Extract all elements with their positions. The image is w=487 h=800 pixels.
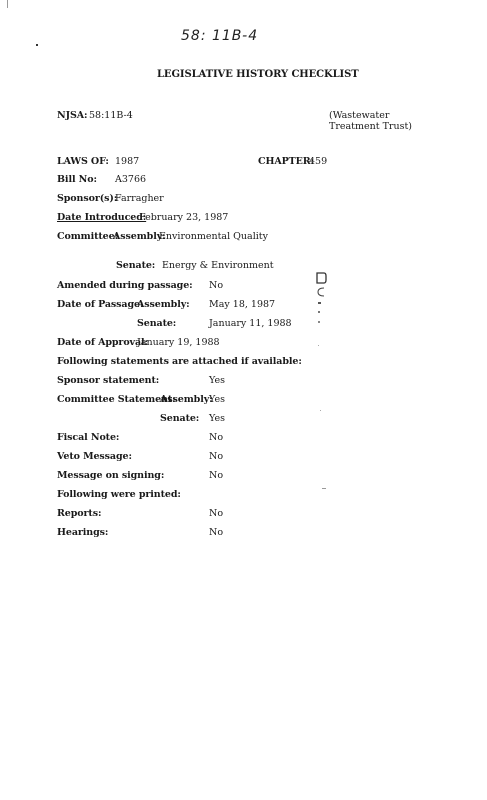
page-title: LEGISLATIVE HISTORY CHECKLIST [157,69,359,80]
njsa-label: NJSA: [57,110,88,121]
fiscal-note-label: Fiscal Note: [57,432,120,443]
reports-label: Reports: [57,508,102,519]
message-on-signing-label: Message on signing: [57,470,165,481]
veto-message-value: No [209,451,224,462]
chapter-label: CHAPTER: [258,156,314,167]
committee-assembly-label: Assembly: [113,231,166,242]
scan-speck [320,410,321,411]
printed-header: Following were printed: [57,489,181,500]
committee-statement-assembly-value: Yes [209,394,225,405]
committee-statement-senate-value: Yes [209,413,225,424]
sponsor-statement-value: Yes [209,375,225,386]
committee-senate-value: Energy & Environment [162,260,274,271]
committee-label: Committee: [57,231,118,242]
njsa-value: 58:11B-4 [89,110,133,121]
passage-assembly-value: May 18, 1987 [209,299,276,310]
reports-value: No [209,508,224,519]
message-on-signing-value: No [209,470,224,481]
njsa-note-line2: Treatment Trust) [329,121,412,132]
bill-no-value: A3766 [115,174,147,185]
committee-statement-assembly-label: Assembly: [160,394,213,405]
amended-label: Amended during passage: [57,280,193,291]
approval-value: January 19, 1988 [137,337,220,348]
passage-assembly-label: Assembly: [137,299,190,310]
laws-of-label: LAWS OF: [57,156,109,167]
chapter-value: 459 [309,156,328,167]
scan-mark [7,0,8,8]
veto-message-label: Veto Message: [57,451,132,462]
passage-label: Date of Passage: [57,299,144,310]
scan-speck [318,345,319,346]
date-introduced-label: Date Introduced: [57,212,147,223]
passage-senate-label: Senate: [137,318,177,329]
approval-label: Date of Approval: [57,337,148,348]
passage-senate-value: January 11, 1988 [209,318,292,329]
margin-punch-marks [314,270,328,330]
committee-statement-senate-label: Senate: [160,413,200,424]
committee-assembly-value: Environmental Quality [159,231,268,242]
laws-of-value: 1987 [115,156,140,167]
hearings-value: No [209,527,224,538]
sponsors-label: Sponsor(s): [57,193,118,204]
fiscal-note-value: No [209,432,224,443]
njsa-note-line1: (Wastewater [329,110,390,121]
statements-header: Following statements are attached if available: [57,356,302,367]
committee-senate-label: Senate: [116,260,156,271]
handwritten-citation: 58: 11B-4 [181,28,259,44]
sponsors-value: Farragher [115,193,164,204]
sponsor-statement-label: Sponsor statement: [57,375,160,386]
scan-speck [322,488,326,489]
bill-no-label: Bill No: [57,174,97,185]
date-introduced-value: February 23, 1987 [139,212,229,223]
amended-value: No [209,280,224,291]
hearings-label: Hearings: [57,527,109,538]
scan-speck [36,44,38,46]
committee-statement-label: Committee Statement: [57,394,176,405]
